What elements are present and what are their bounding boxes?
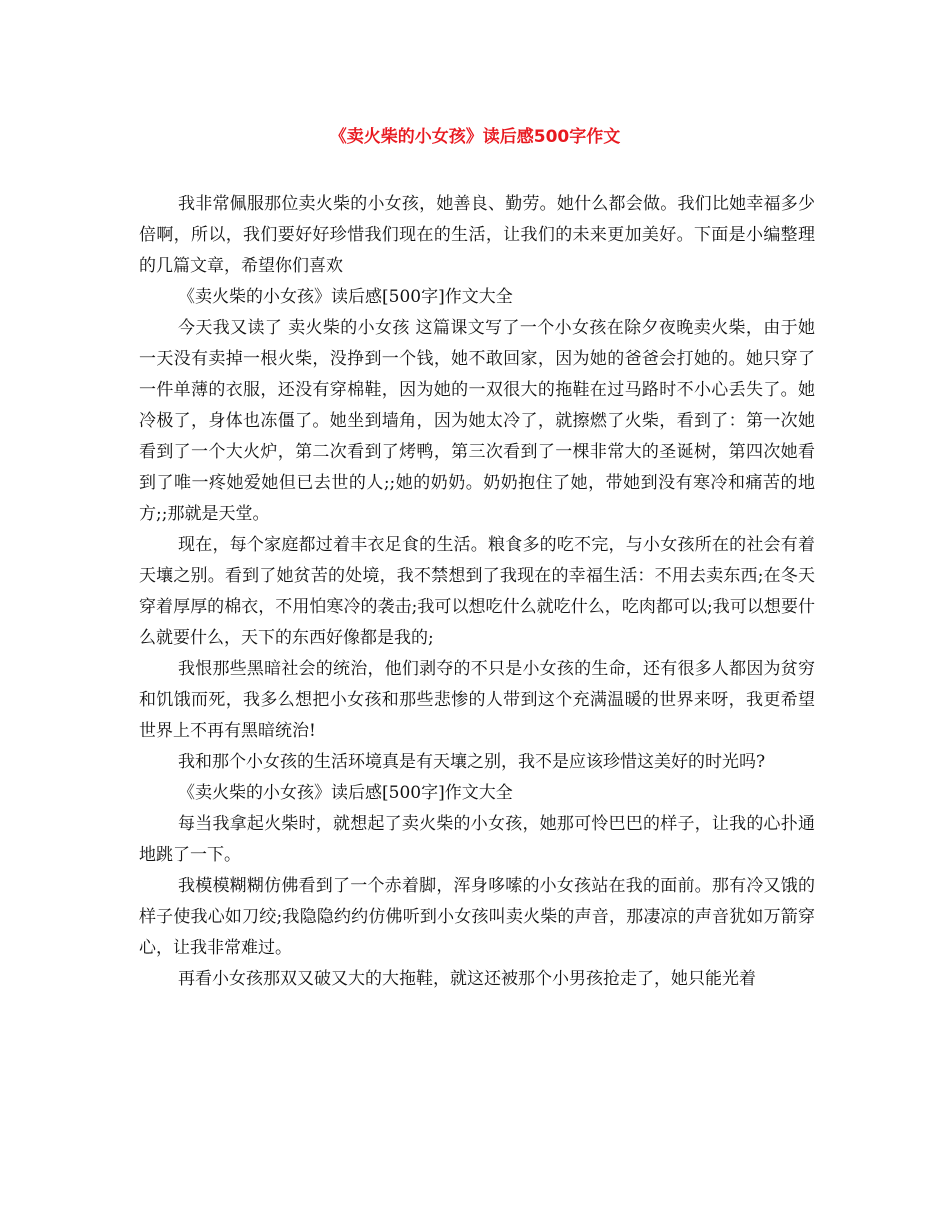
paragraph: 我和那个小女孩的生活环境真是有天壤之别，我不是应该珍惜这美好的时光吗? <box>178 752 766 772</box>
paragraph: 我恨那些黑暗社会的统治，他们剥夺的不只是小女孩的生命，还有很多人都因为贫穷和饥饿而死，我多么想把小女孩和那些悲惨的人带到这个充满温暖的世界来呀，我更希望世界上不再有黑暗统治! <box>139 659 815 741</box>
paragraph: 我模模糊糊仿佛看到了一个赤着脚，浑身哆嗦的小女孩站在我的面前。那有冷又饿的样子使我心如刀绞;我隐隐约约仿佛听到小女孩叫卖火柴的声音，那凄凉的声音犹如万箭穿心，让我非常难过。 <box>139 876 815 958</box>
paragraph: 现在，每个家庭都过着丰衣足食的生活。粮食多的吃不完，与小女孩所在的社会有着天壤之别。看到了她贫苦的处境，我不禁想到了我现在的幸福生活：不用去卖东西;在冬天穿着厚厚的棉衣，不用怕寒冷的袭击;我可以想吃什么就吃什么，吃肉都可以;我可以想要什么就要什么，天下的东西好像都是我的; <box>139 535 815 648</box>
paragraph: 今天我又读了 卖火柴的小女孩 这篇课文写了一个小女孩在除夕夜晚卖火柴，由于她一天没有卖掉一根火柴，没挣到一个钱，她不敢回家，因为她的爸爸会打她的。她只穿了一件单薄的衣服，还没有穿棉鞋，因为她的一双很大的拖鞋在过马路时不小心丢失了。她冷极了，身体也冻僵了。她坐到墙角，因为她太冷了，就擦燃了火柴，看到了：第一次她看到了一个大火炉，第二次看到了烤鸭，第三次看到了一棵非常大的圣诞树，第四次她看到了唯一疼她爱她但已去世的人;;她的奶奶。奶奶抱住了她，带她到没有寒冷和痛苦的地方;;那就是天堂。 <box>139 318 815 524</box>
document-body <box>139 189 815 995</box>
paragraph: 再看小女孩那双又破又大的大拖鞋，就这还被那个小男孩抢走了，她只能光着 <box>178 969 756 989</box>
section-heading: 《卖火柴的小女孩》读后感[500字]作文大全 <box>178 783 513 803</box>
paragraph: 每当我拿起火柴时，就想起了卖火柴的小女孩，她那可怜巴巴的样子，让我的心扑通地跳了一下。 <box>139 814 815 865</box>
paragraph-intro: 我非常佩服那位卖火柴的小女孩，她善良、勤劳。她什么都会做。我们比她幸福多少倍啊，所以，我们要好好珍惜我们现在的生活，让我们的未来更加美好。下面是小编整理的几篇文章，希望你们喜欢 <box>139 194 815 276</box>
section-heading: 《卖火柴的小女孩》读后感[500字]作文大全 <box>178 287 513 307</box>
document-title: 《卖火柴的小女孩》读后感500字作文 <box>329 127 621 147</box>
